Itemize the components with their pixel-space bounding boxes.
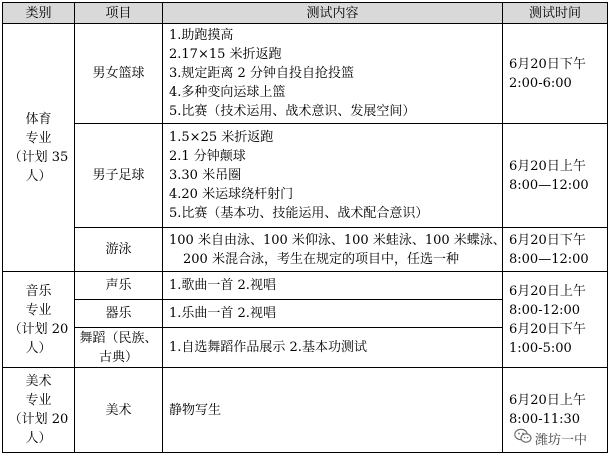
time-range: 8:00—12:00: [509, 177, 589, 193]
content-line: 1.5×25 米折返跑: [169, 130, 274, 145]
time-range: 8:00-11:30: [509, 412, 581, 427]
item-instrument: 器乐: [75, 300, 163, 328]
content-line: 2.1 分钟颠球: [169, 149, 246, 164]
time-football: [503, 124, 608, 228]
watermark: [512, 427, 589, 449]
content-line: 5.比赛（基本功、技能运用、战术配合意识）: [169, 206, 429, 221]
item-football: 男子足球: [75, 124, 163, 228]
time-date: 6月20日上午: [509, 283, 586, 299]
row-basketball: [3, 24, 608, 124]
time-range: 1:00-5:00: [509, 340, 572, 356]
content-line: 3.30 米吊圈: [169, 168, 242, 183]
header-row: [3, 3, 608, 24]
content-line: 100 米自由泳、100 米仰泳、100 米蛙泳、100 米蝶泳、: [169, 232, 506, 248]
content-line: 200 米混合泳，考生在规定的项目中，任选一种: [183, 251, 459, 267]
content-line: 5.比赛（技术运用、战术意识、发展空间）: [169, 104, 416, 119]
header-item: 项目: [75, 3, 163, 24]
exam-schedule-table: [2, 2, 608, 453]
time-music: [503, 272, 608, 368]
row-football: [3, 124, 608, 228]
category-music: 音乐 专业 （计划 20 人）: [3, 272, 75, 368]
content-line: 4.多种变向运球上篮: [169, 85, 286, 100]
time-date: 6月20日下午: [509, 232, 586, 248]
content-art: 静物写生: [163, 368, 503, 453]
time-date: 6月20日下午: [509, 321, 586, 337]
category-art: 美术 专业 （计划 20 人）: [3, 368, 75, 453]
time-range: 8:00—12:00: [509, 251, 589, 267]
row-vocal: [3, 272, 608, 300]
content-line: 3.规定距离 2 分钟自投自抢投篮: [169, 66, 354, 81]
time-range: 8:00-12:00: [509, 302, 581, 318]
content-swimming: [163, 228, 506, 272]
item-basketball: 男女篮球: [75, 24, 163, 124]
time-date: 6月20日上午: [509, 393, 586, 408]
item-art: 美术: [75, 368, 163, 453]
category-sports: 体育 专业 （计划 35 人）: [3, 24, 75, 272]
watermark-text: 潍坊一中: [535, 432, 588, 448]
content-dance: 1.自选舞蹈作品展示 2.基本功测试: [163, 328, 503, 368]
content-line: 2.17×15 米折返跑: [169, 47, 282, 62]
time-swimming: [503, 228, 608, 272]
content-instrument: 1.乐曲一首 2.视唱: [163, 300, 503, 328]
content-vocal: 1.歌曲一首 2.视唱: [163, 272, 503, 300]
time-basketball: [503, 24, 608, 124]
time-date: 6月20日上午: [509, 158, 586, 174]
content-line: 1.助跑摸高: [169, 28, 234, 43]
header-time: 测试时间: [503, 3, 608, 24]
content-line: 4.20 米运球绕杆射门: [169, 187, 294, 202]
header-content: 测试内容: [163, 3, 503, 24]
item-swimming: 游泳: [75, 228, 163, 272]
item-dance: 舞蹈（民族、古典）: [75, 328, 163, 368]
item-vocal: 声乐: [75, 272, 163, 300]
time-date: 6月20日下午: [509, 56, 586, 72]
wechat-icon: [514, 428, 532, 448]
content-football: [163, 124, 503, 228]
time-range: 2:00-6:00: [509, 75, 572, 91]
header-category: 类别: [3, 3, 75, 24]
content-basketball: [163, 24, 503, 124]
row-swimming: [3, 228, 608, 272]
